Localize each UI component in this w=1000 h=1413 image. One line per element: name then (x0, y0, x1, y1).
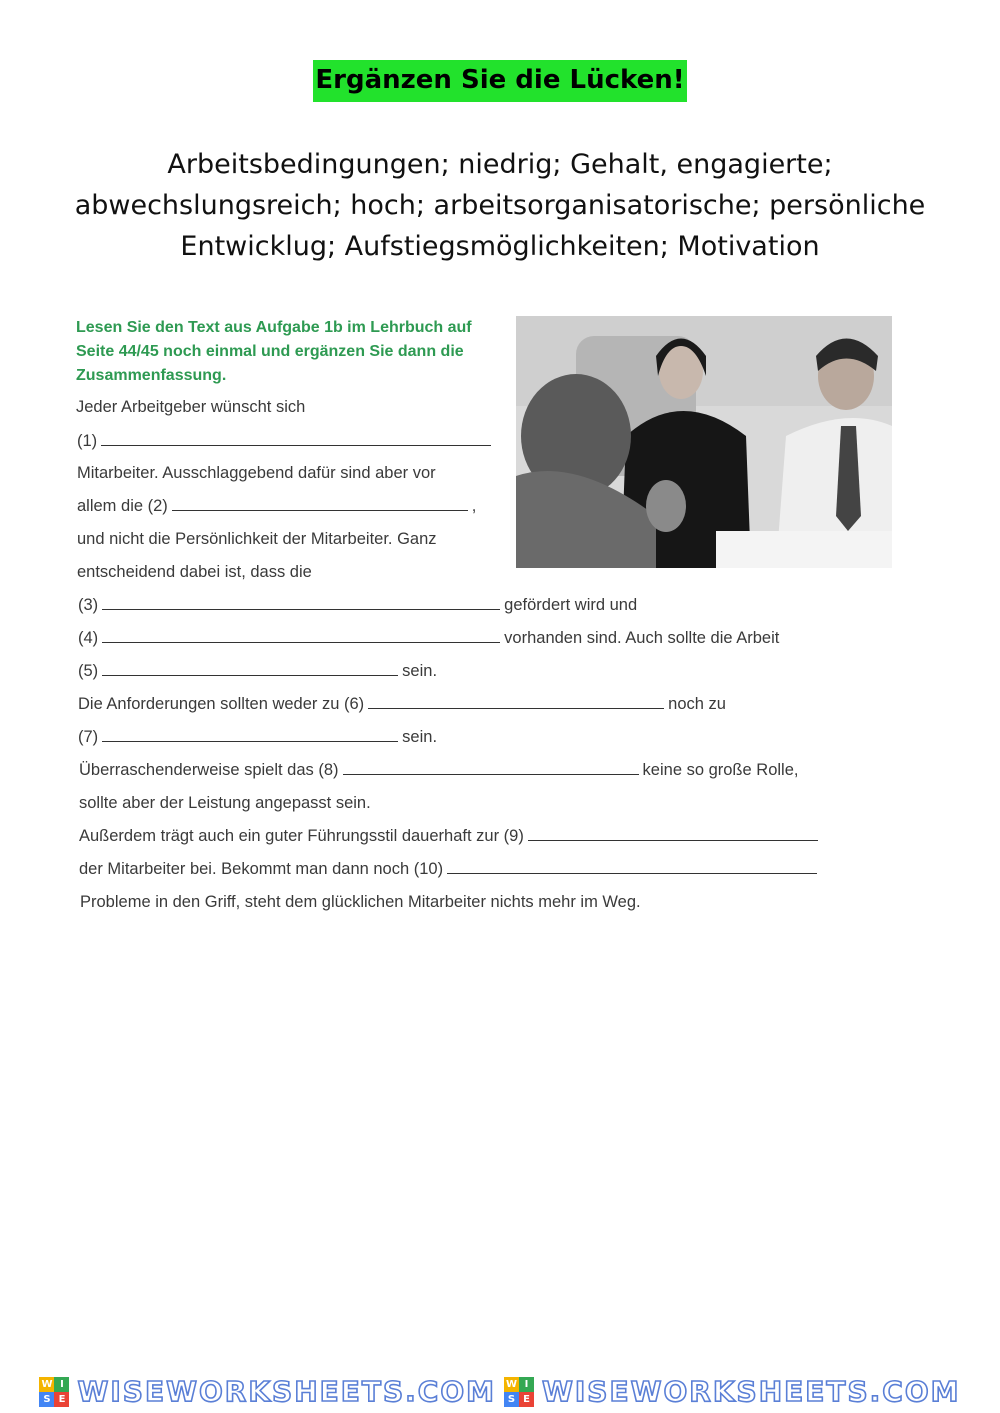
exercise-line (77, 462, 436, 484)
wise-logo-icon: W I S E (504, 1377, 534, 1407)
gap-number: (7) (78, 728, 99, 746)
word-bank-line: abwechslungsreich; hoch; arbeitsorganisatorische; persönliche (74, 190, 926, 221)
gap-number: (3) (78, 596, 99, 614)
exercise-line (78, 693, 726, 715)
word-bank-line: Arbeitsbedingungen; niedrig; Gehalt, engagierte; (167, 149, 833, 180)
exercise-text: Überraschenderweise spielt das (8) (79, 761, 339, 779)
exercise-instruction: Lesen Sie den Text aus Aufgabe 1b im Lehrbuch auf Seite 44/45 noch einmal und ergänzen Sie dann die Zusammenfassung. (76, 319, 472, 384)
exercise-text: sein. (402, 728, 438, 746)
exercise-text: , (471, 497, 477, 515)
gap-blank-10[interactable] (447, 859, 817, 874)
exercise-text: entscheidend dabei ist, dass die (77, 563, 312, 581)
gap-blank-5[interactable] (102, 661, 398, 676)
gap-blank-4[interactable] (102, 628, 500, 643)
exercise-line (76, 396, 305, 418)
gap-blank-7[interactable] (102, 727, 398, 742)
title-wrapper (0, 60, 1000, 102)
exercise-line (78, 594, 637, 616)
exercise-text: sollte aber der Leistung angepasst sein. (79, 794, 371, 812)
exercise-text: noch zu (668, 695, 726, 713)
gap-number: (5) (78, 662, 99, 680)
brand-text: WISEWORKSHEETS.COM (77, 1375, 496, 1408)
exercise-line (77, 528, 437, 550)
exercise-text: Mitarbeiter. Ausschlaggebend dafür sind aber vor (77, 464, 436, 482)
word-bank-line: Entwicklug; Aufstiegsmöglichkeiten; Motivation (180, 231, 820, 262)
exercise-text: gefördert wird und (504, 596, 638, 614)
exercise-line (78, 627, 779, 649)
exercise-text: vorhanden sind. Auch sollte die Arbeit (504, 629, 780, 647)
exercise-line (77, 561, 312, 583)
gap-blank-8[interactable] (343, 760, 639, 775)
gap-blank-9[interactable] (528, 826, 818, 841)
gap-blank-1[interactable] (101, 431, 491, 446)
meeting-photo (516, 316, 892, 568)
exercise-line (79, 792, 371, 814)
footer-watermark (0, 1372, 1000, 1412)
exercise-line (79, 825, 822, 847)
gap-number: (4) (78, 629, 99, 647)
exercise-text: Jeder Arbeitgeber wünscht sich (76, 398, 306, 416)
gap-number: (1) (77, 432, 98, 450)
word-bank (40, 144, 960, 267)
worksheet-title: Ergänzen Sie die Lücken! (313, 60, 686, 102)
exercise-text: und nicht die Persönlichkeit der Mitarbeiter. Ganz (77, 530, 437, 548)
exercise-line (77, 495, 476, 517)
exercise-line (78, 660, 437, 682)
exercise-line (79, 858, 821, 880)
gap-blank-3[interactable] (102, 595, 500, 610)
exercise-text: Außerdem trägt auch ein guter Führungsstil dauerhaft zur (9) (79, 827, 524, 845)
exercise-text: allem die (2) (77, 497, 168, 515)
exercise-text: sein. (402, 662, 438, 680)
exercise-line (77, 430, 495, 452)
gap-blank-2[interactable] (172, 496, 468, 511)
brand-text: WISEWORKSHEETS.COM (542, 1375, 961, 1408)
exercise-line (80, 891, 641, 913)
exercise-line (78, 726, 437, 748)
exercise-text: keine so große Rolle, (642, 761, 799, 779)
gap-blank-6[interactable] (368, 694, 664, 709)
exercise-line (79, 759, 798, 781)
exercise-text: Probleme in den Griff, steht dem glücklichen Mitarbeiter nichts mehr im Weg. (80, 893, 641, 911)
exercise-text: der Mitarbeiter bei. Bekommt man dann noch (10) (79, 860, 444, 878)
exercise-text: Die Anforderungen sollten weder zu (6) (78, 695, 365, 713)
wise-logo-icon: W I S E (39, 1377, 69, 1407)
